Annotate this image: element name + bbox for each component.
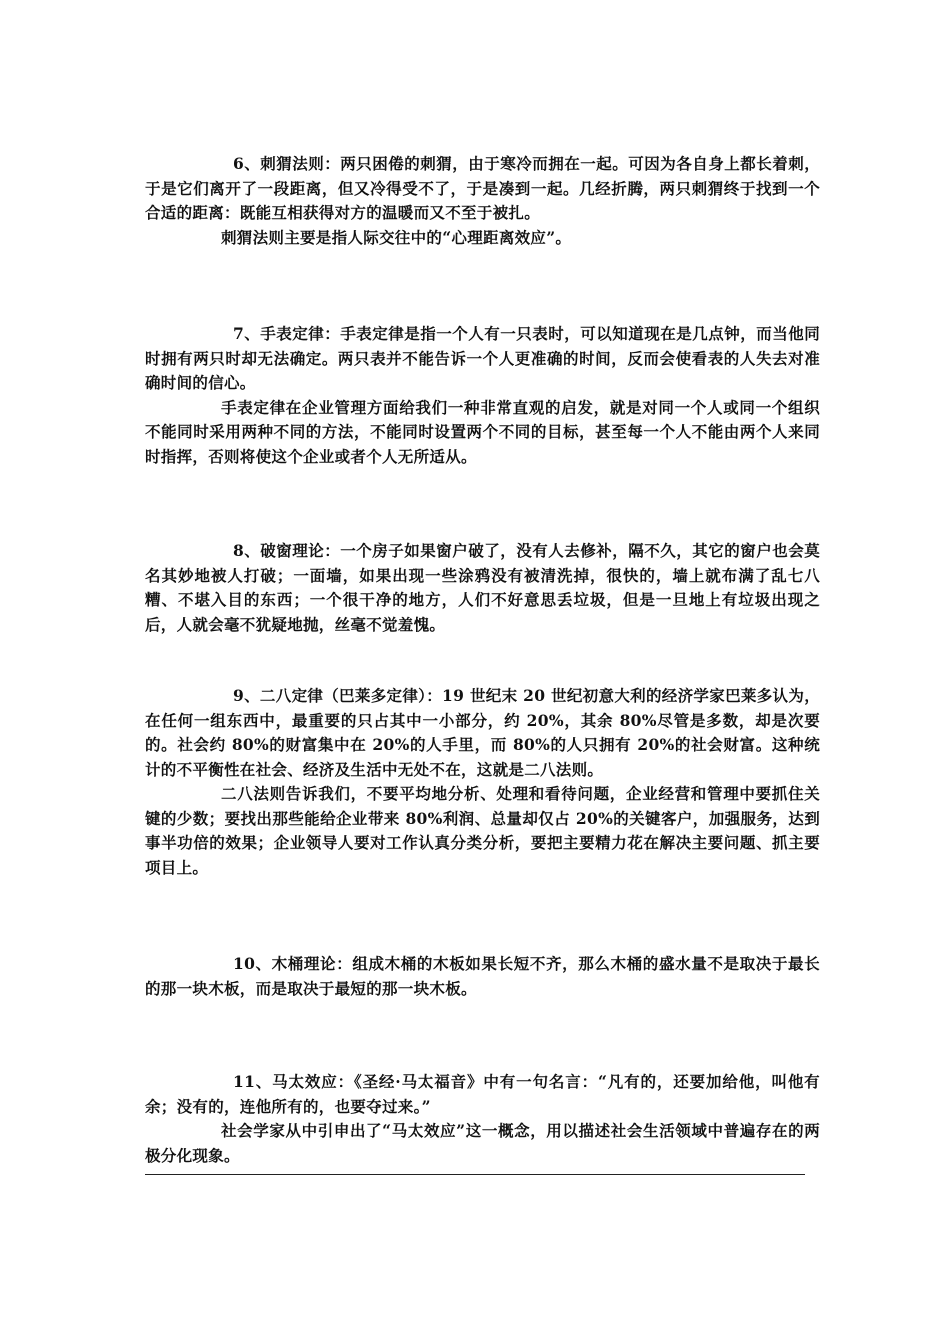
section-summary: 二八法则告诉我们，不要平均地分析、处理和看待问题，企业经营和管理中要抓住关键的少数；要找出那些能给企业带来 80%利润、总量却仅占 20%的关键客户，加强服务，达到事半功倍的效果；企业领导人要对工作认真分类分析，要把主要精力花在解决主要问题、抓主要项目上。 — [145, 784, 820, 877]
section-paragraph: 6、刺猬法则：两只困倦的刺猬，由于寒冷而拥在一起。可因为各自身上都长着刺，于是它们离开了一段距离，但又冷得受不了，于是凑到一起。几经折腾，两只刺猬终于找到一个合适的距离：既能互相获得对方的温暖而又不至于被扎。 — [145, 154, 820, 222]
section-matthew-effect — [145, 1070, 820, 1168]
section-watch-law — [145, 322, 820, 469]
section-summary: 手表定律在企业管理方面给我们一种非常直观的启发，就是对同一个人或同一个组织不能同时采用两种不同的方法，不能同时设置两个不同的目标，甚至每一个人不能由两个人来同时指挥，否则将使这个企业或者个人无所适从。 — [145, 397, 820, 466]
section-paragraph: 7、手表定律：手表定律是指一个人有一只表时，可以知道现在是几点钟，而当他同时拥有两只时却无法确定。两只表并不能告诉一个人更准确的时间，反而会使看表的人失去对准确时间的信心。 — [145, 324, 820, 392]
section-paragraph: 10、木桶理论：组成木桶的木板如果长短不齐，那么木桶的盛水量不是取决于最长的那一块木板，而是取决于最短的那一块木板。 — [145, 954, 820, 998]
section-summary: 社会学家从中引申出了“马太效应”这一概念，用以描述社会生活领域中普遍存在的两极分化现象。 — [145, 1121, 820, 1165]
section-pareto-principle — [145, 684, 820, 880]
section-broken-window-theory — [145, 539, 820, 637]
bottom-divider — [145, 1174, 805, 1175]
section-summary: 刺猬法则主要是指人际交往中的“心理距离效应”。 — [221, 227, 572, 247]
section-paragraph: 9、二八定律（巴莱多定律）：19 世纪末 20 世纪初意大利的经济学家巴莱多认为，在任何一组东西中，最重要的只占其中一小部分，约 20%，其余 80%尽管是多数，却是次要的。社会约 80%的财富集中在 20%的人手里，而 80%的人只拥有 20%的社会财富。这种统计的不平衡性在社会、经济及生活中无处不在，这就是二八法则。 — [145, 686, 820, 779]
section-hedgehog-law — [145, 152, 820, 250]
section-paragraph: 11、马太效应：《圣经·马太福音》中有一句名言：“凡有的，还要加给他，叫他有余；没有的，连他所有的，也要夺过来。” — [145, 1072, 820, 1116]
section-paragraph: 8、破窗理论：一个房子如果窗户破了，没有人去修补，隔不久，其它的窗户也会莫名其妙地被人打破；一面墙，如果出现一些涂鸦没有被清洗掉，很快的，墙上就布满了乱七八糟、不堪入目的东西；一个很干净的地方，人们不好意思丢垃圾，但是一旦地上有垃圾出现之后，人就会毫不犹疑地抛，丝毫不觉羞愧。 — [145, 541, 820, 634]
section-bucket-theory — [145, 952, 820, 1001]
